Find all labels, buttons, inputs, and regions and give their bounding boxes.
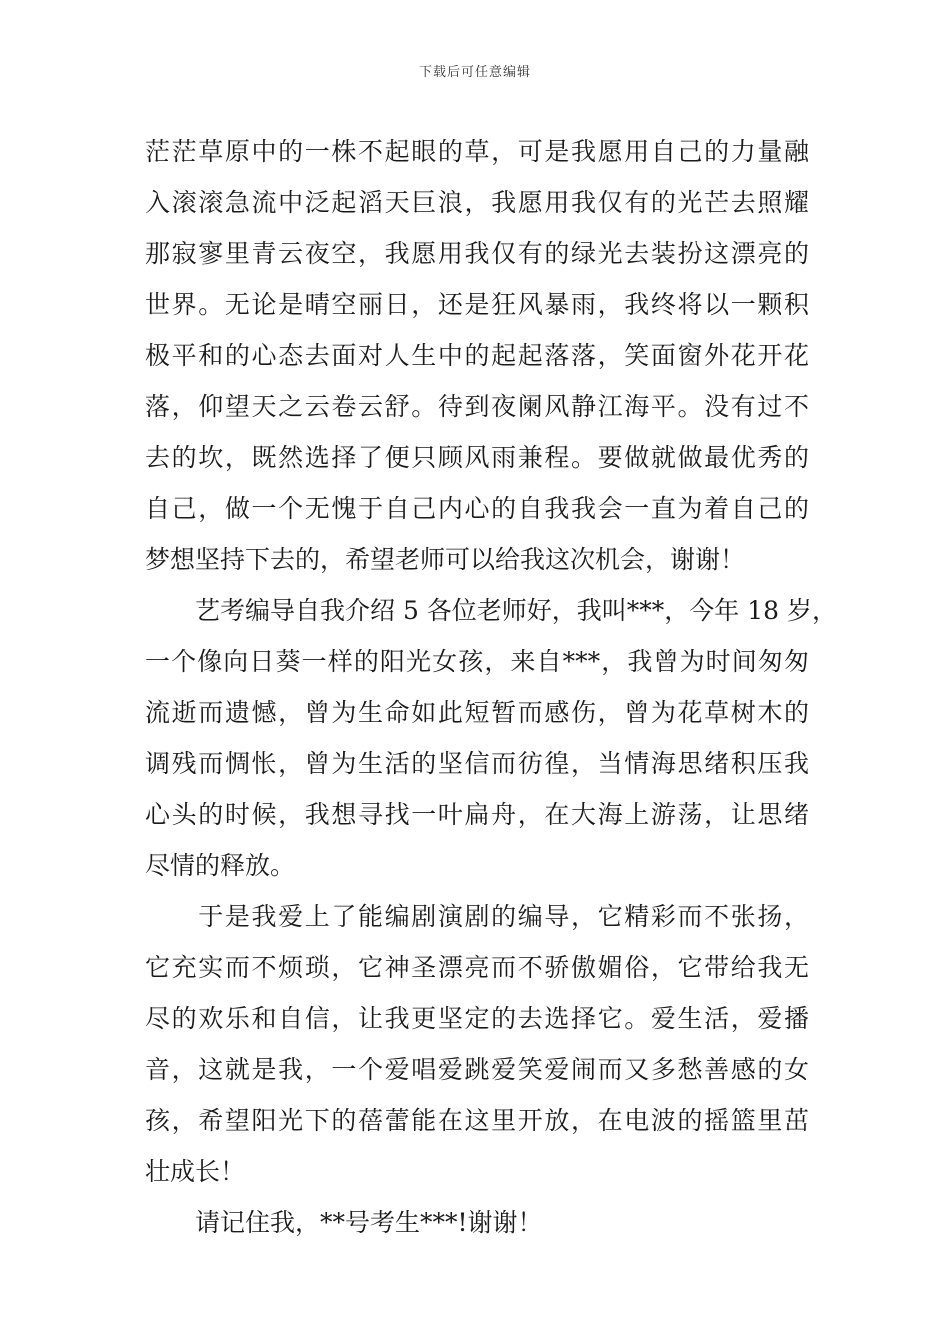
text-line: 流逝而遗憾，曾为生命如此短暂而感伤，曾为花草树木的	[145, 698, 809, 727]
text-line: 音，这就是我，一个爱唱爱跳爱笑爱闹而又多愁善感的女	[145, 1055, 809, 1084]
text-line: 孩，希望阳光下的蓓蕾能在这里开放，在电波的摇篮里茁	[145, 1106, 809, 1135]
text-line: 它充实而不烦琐，它神圣漂亮而不骄傲媚俗，它带给我无	[145, 953, 809, 982]
text-line: 于是我爱上了能编剧演剧的编导，它精彩而不张扬，	[145, 902, 809, 931]
text-line: 茫茫草原中的一株不起眼的草，可是我愿用自己的力量融	[145, 137, 809, 166]
text-line: 自己，做一个无愧于自己内心的自我我会一直为着自己的	[145, 494, 809, 523]
text-line: 入滚滚急流中泛起滔天巨浪，我愿用我仅有的光芒去照耀	[145, 188, 809, 217]
text-line: 极平和的心态去面对人生中的起起落落，笑面窗外花开花	[145, 341, 809, 370]
text-line: 尽情的释放。	[145, 851, 296, 880]
text-line: 去的坎，既然选择了便只顾风雨兼程。要做就做最优秀的	[145, 443, 809, 472]
text-line: 一个像向日葵一样的阳光女孩，来自***，我曾为时间匆匆	[145, 647, 809, 676]
document-body	[145, 126, 838, 1248]
text-line: 心头的时候，我想寻找一叶扁舟，在大海上游荡，让思绪	[145, 800, 809, 829]
text-line: 艺考编导自我介绍 5 各位老师好，我叫***，今年 18 岁，	[145, 596, 838, 625]
text-line: 调残而惆怅，曾为生活的坚信而彷徨，当情海思绪积压我	[145, 749, 809, 778]
page-header: 下载后可任意编辑	[418, 65, 531, 80]
text-line: 壮成长！	[145, 1157, 246, 1186]
text-line: 尽的欢乐和自信，让我更坚定的去选择它。爱生活，爱播	[145, 1004, 809, 1033]
text-line: 梦想坚持下去的，希望老师可以给我这次机会，谢谢！	[145, 545, 746, 574]
text-line: 请记住我，**号考生***!谢谢！	[145, 1208, 543, 1237]
text-line: 落，仰望天之云卷云舒。待到夜阑风静江海平。没有过不	[145, 392, 809, 421]
text-line: 世界。无论是晴空丽日，还是狂风暴雨，我终将以一颗积	[145, 290, 809, 319]
text-line: 那寂寥里青云夜空，我愿用我仅有的绿光去装扮这漂亮的	[145, 239, 809, 268]
